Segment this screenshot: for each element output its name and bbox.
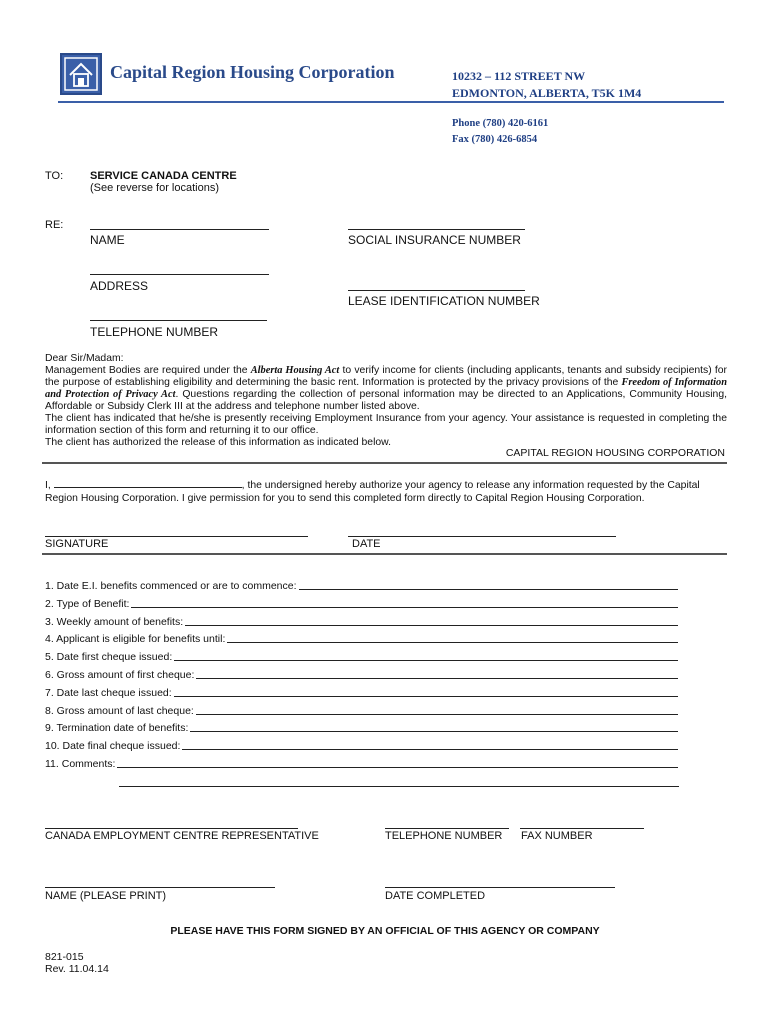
lease-id-field[interactable]	[348, 290, 525, 291]
form-number: 821-015	[45, 951, 84, 963]
question-label: 10. Date final cheque issued:	[45, 740, 181, 753]
question-answer-field[interactable]	[190, 722, 678, 732]
sin-label: SOCIAL INSURANCE NUMBER	[348, 233, 521, 247]
recipient: SERVICE CANADA CENTRE	[90, 170, 237, 182]
question-label: 11. Comments:	[45, 758, 116, 770]
question-label: 5. Date first cheque issued:	[45, 651, 173, 664]
question-row	[45, 669, 678, 681]
letter-paragraph-2: The client has indicated that he/she is presently receiving Employment Insurance from your agency. Your assistance is requested in completing the information section of this form and returning it to our office.	[45, 413, 727, 436]
notice: PLEASE HAVE THIS FORM SIGNED BY AN OFFICIAL OF THIS AGENCY OR COMPANY	[170, 925, 600, 937]
name-label: NAME	[90, 233, 125, 247]
revision: Rev. 11.04.14	[45, 963, 109, 975]
rep-fax-field[interactable]	[520, 828, 644, 829]
signature-label: SIGNATURE	[45, 538, 109, 550]
telephone-field[interactable]	[90, 320, 267, 321]
re-label: RE:	[45, 219, 64, 231]
signature-field[interactable]	[45, 536, 308, 537]
lease-id-label: LEASE IDENTIFICATION NUMBER	[348, 294, 540, 308]
question-answer-field[interactable]	[182, 740, 678, 750]
salutation: Dear Sir/Madam:	[45, 353, 124, 364]
question-row	[45, 633, 678, 645]
section-divider-1	[42, 462, 727, 464]
date-completed-field[interactable]	[385, 887, 615, 888]
question-row	[45, 616, 678, 628]
question-row	[45, 651, 678, 663]
question-answer-field[interactable]	[174, 687, 678, 697]
act-name: Alberta Housing Act	[250, 365, 340, 376]
section-divider-2	[42, 553, 727, 555]
foip-act-name: Freedom of Information and Protection of Privacy Act	[45, 377, 727, 400]
question-label: 1. Date E.I. benefits commenced or are to commence:	[45, 580, 297, 592]
question-label: 9. Termination date of benefits:	[45, 722, 189, 735]
question-row	[45, 705, 678, 717]
question-answer-field[interactable]	[196, 705, 678, 715]
date-completed-label: DATE COMPLETED	[385, 890, 486, 902]
to-label: TO:	[45, 170, 64, 182]
address-line-2: EDMONTON, ALBERTA, T5K 1M4	[452, 86, 642, 100]
recipient-note: (See reverse for locations)	[90, 182, 219, 194]
question-row	[45, 758, 678, 770]
company-name: Capital Region Housing Corporation	[110, 62, 395, 82]
representative-label: CANADA EMPLOYMENT CENTRE REPRESENTATIVE	[45, 830, 319, 842]
question-row	[45, 598, 678, 610]
name-field[interactable]	[90, 229, 269, 230]
letter-paragraph-1: Management Bodies are required under the Alberta Housing Act to verify income for clients (including applicants, tenants and subsidy recipients) for the purpose of establishing eligibility and determining the basic rent. Information is protected by the privacy provisions of the Freedom of Information and Protection of Privacy Act. Questions regarding the collection of personal information may be directed to an Applications, Community Housing, Affordable or Subsidy Clerk III at the address and telephone number listed above.	[45, 365, 727, 412]
date-label: DATE	[352, 538, 381, 550]
question-row	[45, 722, 678, 734]
phone-number: Phone (780) 420-6161	[452, 118, 549, 129]
question-label: 2. Type of Benefit:	[45, 597, 130, 610]
question-answer-field[interactable]	[174, 651, 678, 661]
representative-field[interactable]	[45, 828, 298, 829]
comments-field-line-2[interactable]	[119, 786, 679, 787]
address-field[interactable]	[90, 274, 269, 275]
question-label: 4. Applicant is eligible for benefits until:	[45, 633, 226, 646]
authorizer-name-field[interactable]	[54, 478, 242, 488]
question-row	[45, 687, 678, 699]
letter-body	[45, 353, 727, 449]
question-label: 3. Weekly amount of benefits:	[45, 615, 184, 628]
date-field[interactable]	[348, 536, 616, 537]
question-answer-field[interactable]	[196, 669, 678, 679]
question-answer-field[interactable]	[131, 598, 678, 608]
header-rule	[58, 101, 724, 103]
address-label: ADDRESS	[90, 279, 149, 293]
telephone-label: TELEPHONE NUMBER	[90, 325, 219, 339]
question-answer-field[interactable]	[227, 633, 678, 643]
question-answer-field[interactable]	[117, 758, 678, 768]
authorization-text: I, , the undersigned hereby authorize your agency to release any information requested by the Capital Region Housing Corporation. I give permission for you to send this completed form directly to Capital Region Housing Corporation.	[45, 480, 700, 504]
print-name-field[interactable]	[45, 887, 275, 888]
question-label: 8. Gross amount of last cheque:	[45, 704, 194, 717]
letter-paragraph-3: The client has authorized the release of this information as indicated below.	[45, 437, 391, 448]
sin-field[interactable]	[348, 229, 525, 230]
fax-number: Fax (780) 426-6854	[452, 134, 538, 145]
signoff: CAPITAL REGION HOUSING CORPORATION	[505, 447, 725, 459]
question-answer-field[interactable]	[185, 616, 678, 626]
question-row	[45, 580, 678, 592]
question-label: 6. Gross amount of first cheque:	[45, 669, 195, 681]
print-name-label: NAME (PLEASE PRINT)	[45, 890, 167, 902]
house-logo-icon	[60, 53, 102, 95]
question-row	[45, 740, 678, 752]
rep-telephone-field[interactable]	[385, 828, 509, 829]
address-line-1: 10232 – 112 STREET NW	[452, 69, 586, 83]
rep-fax-label: FAX NUMBER	[521, 830, 593, 842]
question-answer-field[interactable]	[299, 580, 678, 590]
question-label: 7. Date last cheque issued:	[45, 686, 172, 699]
rep-telephone-label: TELEPHONE NUMBER	[385, 830, 503, 842]
